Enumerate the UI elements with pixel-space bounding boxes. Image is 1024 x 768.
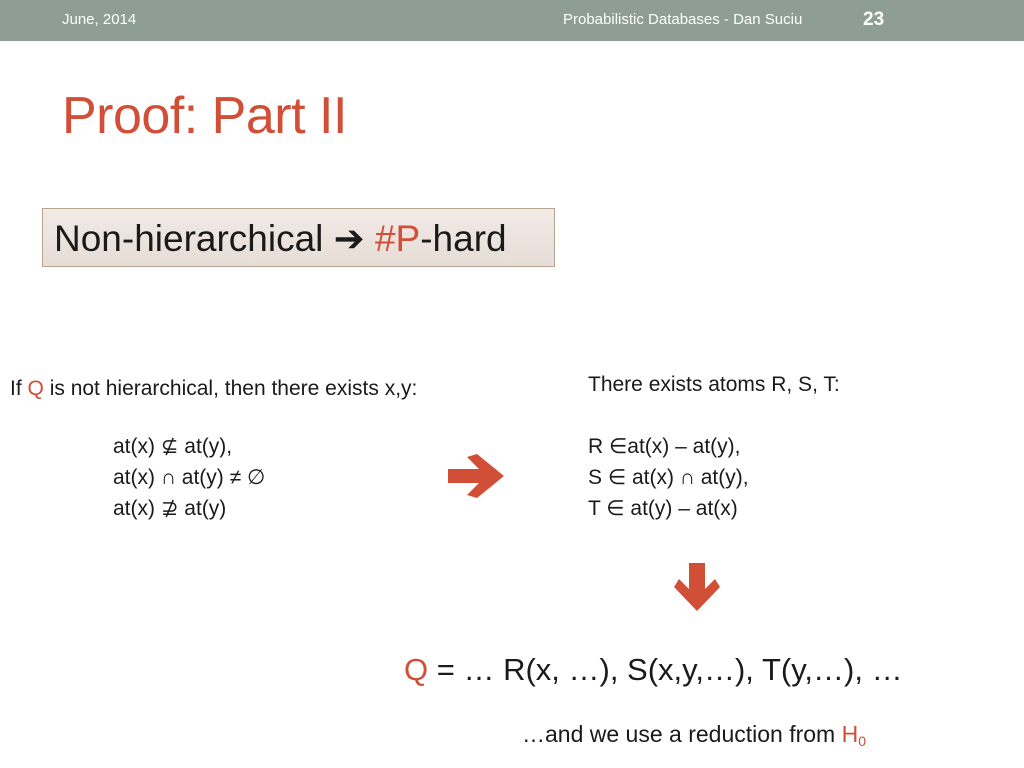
condition-line: at(x) ∩ at(y) ≠ ∅ (113, 466, 266, 489)
query-symbol: Q (27, 377, 44, 400)
reduction-note: …and we use a reduction from $H_0$ (522, 721, 867, 749)
slide-date: June, 2014 (62, 11, 137, 28)
header-bar (0, 0, 1024, 41)
atoms-intro: There exists atoms R, S, T: (588, 373, 840, 396)
page-number: 23 (863, 9, 885, 30)
condition-line: at(x) ⊉ at(y) (113, 497, 227, 520)
query-body: = … R(x, …), S(x,y,…), T(y,…), … (428, 652, 903, 687)
sharp-p-label: #P (374, 218, 421, 259)
slide-title: Proof: Part II (62, 87, 347, 145)
query-symbol: Q (404, 652, 429, 687)
right-arrow-icon (446, 452, 506, 500)
hypothesis-intro: If Q is not hierarchical, then there exists x,y: (10, 377, 418, 400)
footer-title: Probabilistic Databases - Dan Suciu (563, 11, 803, 28)
condition-line: at(x) ⊈ at(y), (113, 435, 233, 458)
claim-box (42, 208, 555, 267)
query-definition (404, 652, 903, 688)
claim-prefix: Non-hierarchical (54, 218, 334, 259)
implies-arrow-icon: ➔ (333, 218, 365, 259)
atom-line: T ∈ at(y) – at(x) (588, 497, 738, 520)
down-arrow-icon (672, 561, 722, 613)
atom-line: S ∈ at(x) ∩ at(y), (588, 466, 749, 489)
h-symbol: $H_0$ (841, 721, 867, 749)
atom-line: R ∈at(x) – at(y), (588, 435, 741, 458)
claim-suffix: -hard (420, 218, 507, 259)
